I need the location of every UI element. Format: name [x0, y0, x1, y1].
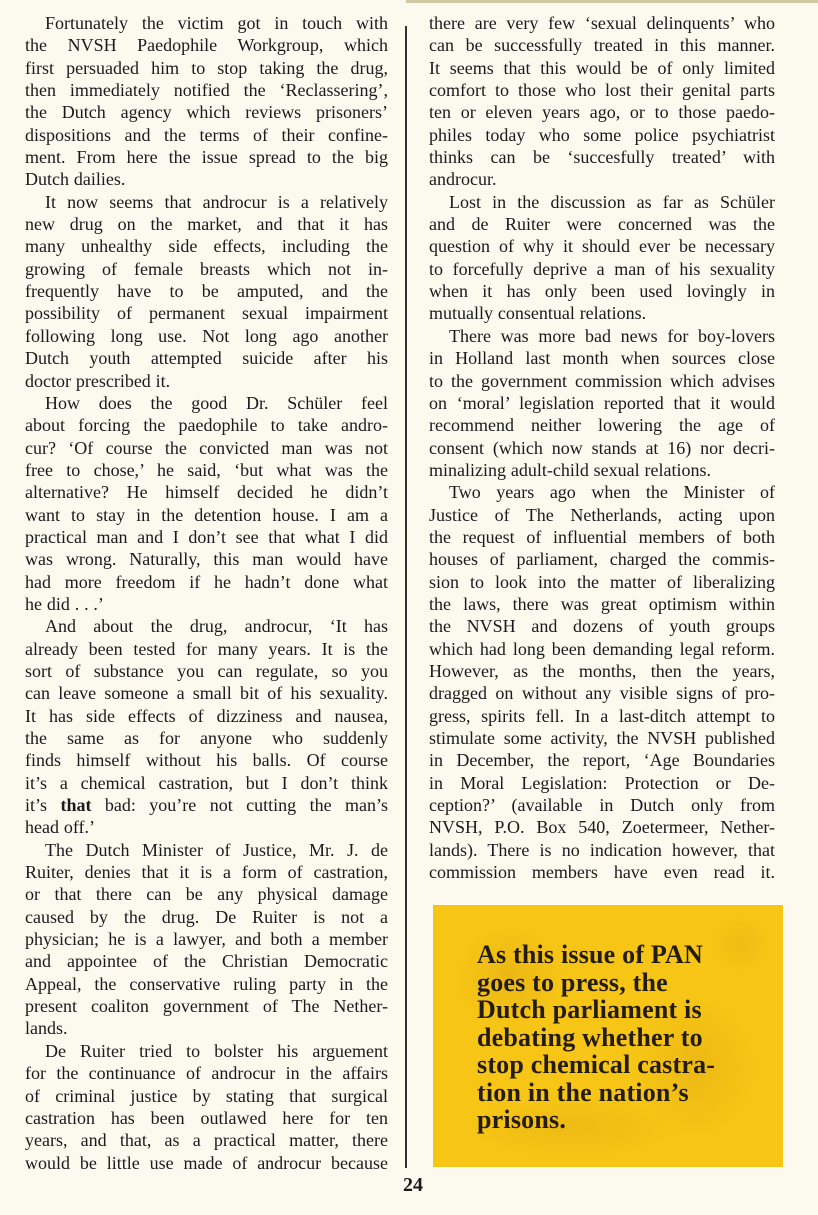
text-line: and appointee of the Christian Democratic: [25, 951, 388, 972]
paragraph: [429, 12, 775, 191]
text-line: commission members have even read it.: [429, 862, 775, 883]
callout-box: [433, 905, 783, 1167]
text-line: head off.’: [25, 817, 95, 838]
text-line: gress, spirits fell. In a last-ditch attempt to: [429, 705, 775, 726]
paragraph: [429, 481, 775, 883]
text-line: castration has been outlawed here for ten: [25, 1107, 388, 1128]
text-line: about forcing the paedophile to take andro-: [25, 415, 388, 436]
text-line: free to chose,’ he said, ‘but what was the: [25, 459, 388, 480]
text-line: when it has only been used lovingly in: [429, 281, 775, 302]
text-line: and de Ruiter were concerned was the: [429, 214, 775, 235]
text-line: stimulate some activity, the NVSH published: [429, 728, 775, 748]
text-line: in Moral Legislation: Protection or De-: [429, 772, 775, 793]
text-line: doctor prescribed it.: [25, 370, 171, 391]
callout-line: Dutch parliament is: [477, 995, 702, 1024]
callout-line: As this issue of PAN: [477, 940, 703, 969]
text-line: would be little use made of androcur because: [25, 1152, 388, 1173]
scan-edge-strip: [406, 0, 818, 3]
text-line: he did . . .’: [25, 593, 104, 614]
text-line: The Dutch Minister of Justice, Mr. J. de: [45, 839, 388, 860]
text-line: Justice of The Netherlands, acting upon: [429, 504, 775, 525]
text-line: androcur.: [429, 169, 497, 190]
text-line: Appeal, the conservative ruling party in the: [25, 973, 388, 994]
text-line: then immediately notified the ‘Reclassering’,: [25, 80, 388, 101]
text-line: Two years ago when the Minister of: [449, 482, 775, 503]
paragraph: [25, 615, 388, 838]
text-line: sion to look into the matter of liberalizing: [429, 571, 775, 592]
callout-line: stop chemical castra-: [477, 1050, 716, 1079]
text-line: dragged on without any visible signs of pro-: [429, 683, 775, 704]
text-line: sort of substance you can regulate, so you: [25, 660, 388, 681]
text-line: frequently have to be amputed, and the: [25, 281, 388, 302]
text-line: present coaliton government of The Nether-: [25, 996, 388, 1017]
text-line: physician; he is a lawyer, and both a member: [25, 929, 388, 950]
text-line: consent (which now stands at 16) nor decri-: [429, 437, 775, 458]
text-line: or that there can be any physical damage: [25, 884, 388, 905]
text-line: It seems that this would be of only limited: [429, 57, 775, 78]
text-line: caused by the drug. De Ruiter is not a: [25, 906, 388, 927]
text-line: want to stay in the detention house. I am a: [25, 504, 388, 525]
text-line: had more freedom if he hadn’t done what: [25, 571, 388, 592]
text-line: dispositions and the terms of their confine-: [25, 124, 388, 145]
text-line: De Ruiter tried to bolster his arguement: [45, 1040, 388, 1061]
text-line: cur? ‘Of course the convicted man was not: [25, 437, 388, 458]
text-line: Dutch youth attempted suicide after his: [25, 348, 388, 369]
text-line: houses of parliament, charged the commis-: [429, 549, 775, 570]
text-line: following long use. Not long ago another: [25, 325, 388, 346]
paragraph: [25, 12, 388, 191]
text-line: was wrong. Naturally, this man would have: [25, 549, 388, 570]
text-line: NVSH, P.O. Box 540, Zoetermeer, Nether-: [429, 817, 775, 838]
text-line: new drug on the market, and that it has: [25, 214, 388, 235]
paragraph: [25, 191, 388, 392]
text-line: can leave someone a small bit of his sexuality.: [25, 683, 388, 704]
text-line: which had long been demanding legal reform.: [429, 638, 775, 659]
text-line: the same as for anyone who suddenly: [25, 728, 388, 748]
text-line: Dutch dailies.: [25, 169, 126, 190]
text-line: lands). There is no indication however, that: [429, 839, 775, 860]
text-line: recommend neither lowering the age of: [429, 415, 775, 436]
text-line: However, as the months, then the years,: [429, 660, 775, 681]
text-line: And about the drug, androcur, ‘It has: [45, 616, 388, 637]
text-line: ment. From here the issue spread to the big: [25, 147, 388, 168]
text-line: it’s that bad: you’re not cutting the man’s: [25, 795, 389, 816]
callout-line: debating whether to: [477, 1022, 703, 1052]
text-line: to forcefully deprive a man of his sexuality: [429, 258, 775, 279]
text-line: first persuaded him to stop taking the drug,: [25, 57, 388, 78]
text-line: minalizing adult-child sexual relations.: [429, 459, 712, 480]
text-line: mutually consentual relations.: [429, 303, 647, 324]
text-line: Lost in the discussion as far as Schüler: [449, 191, 775, 212]
text-line: It has side effects of dizziness and nausea,: [25, 705, 388, 726]
paragraph: [429, 325, 775, 481]
text-line: to the government commission which advises: [429, 370, 775, 391]
text-line: of criminal justice by stating that surgical: [25, 1085, 388, 1106]
text-line: lands.: [25, 1018, 68, 1039]
text-line: There was more bad news for boy-lovers: [449, 325, 775, 346]
text-line: the NVSH and dozens of youth groups: [429, 616, 775, 637]
text-line: possibility of permanent sexual impairment: [25, 303, 388, 324]
callout-line: tion in the nation’s: [477, 1077, 689, 1107]
right-column: [429, 12, 775, 883]
callout-line: prisons.: [477, 1105, 567, 1134]
text-line: Ruiter, denies that it is a form of castration,: [25, 862, 388, 883]
callout-line: goes to press, the: [477, 967, 668, 997]
text-line: thinks can be ‘succesfully treated’ with: [429, 147, 775, 168]
text-line: the request of influential members of both: [429, 526, 775, 547]
text-line: for the continuance of androcur in the affairs: [25, 1063, 388, 1084]
text-line: there are very few ‘sexual delinquents’ who: [429, 13, 775, 33]
paragraph: [429, 191, 775, 325]
text-line: ten or eleven years ago, or to those paedo-: [429, 102, 775, 123]
text-line: many unhealthy side effects, including the: [25, 236, 388, 257]
paragraph: [25, 839, 388, 1040]
text-line: in December, the report, ‘Age Boundaries: [429, 750, 775, 771]
text-line: in Holland last month when sources close: [429, 348, 775, 369]
text-line: How does the good Dr. Schüler feel: [45, 392, 388, 413]
text-line: finds himself without his balls. Of course: [25, 750, 388, 771]
text-line: it’s a chemical castration, but I don’t think: [25, 772, 388, 793]
text-line: philes today who some police psychiatrist: [429, 124, 775, 145]
paragraph: [25, 1040, 388, 1174]
page-number: 24: [403, 1174, 423, 1196]
text-line: comfort to those who lost their genital parts: [429, 80, 775, 101]
text-line: alternative? He himself decided he didn’t: [25, 482, 388, 503]
text-line: growing of female breasts which not in-: [25, 258, 388, 279]
text-line: can be successfully treated in this manner.: [429, 35, 775, 56]
text-line: on ‘moral’ legislation reported that it would: [429, 392, 775, 413]
left-column: [25, 12, 388, 1174]
text-line: already been tested for many years. It is the: [25, 638, 388, 659]
column-divider: [405, 26, 407, 1168]
text-line: practical man and I don’t see that what I did: [25, 526, 388, 547]
text-line: the NVSH Paedophile Workgroup, which: [25, 35, 388, 56]
paragraph: [25, 392, 388, 615]
text-line: Fortunately the victim got in touch with: [45, 13, 388, 33]
text-line: It now seems that androcur is a relatively: [45, 191, 388, 212]
text-line: the laws, there was great optimism within: [429, 593, 775, 614]
text-line: ception?’ (available in Dutch only from: [429, 795, 775, 816]
text-line: question of why it should ever be necessary: [429, 236, 775, 257]
text-line: the Dutch agency which reviews prisoners’: [25, 102, 388, 123]
text-line: years, and that, as a practical matter, there: [25, 1130, 388, 1151]
